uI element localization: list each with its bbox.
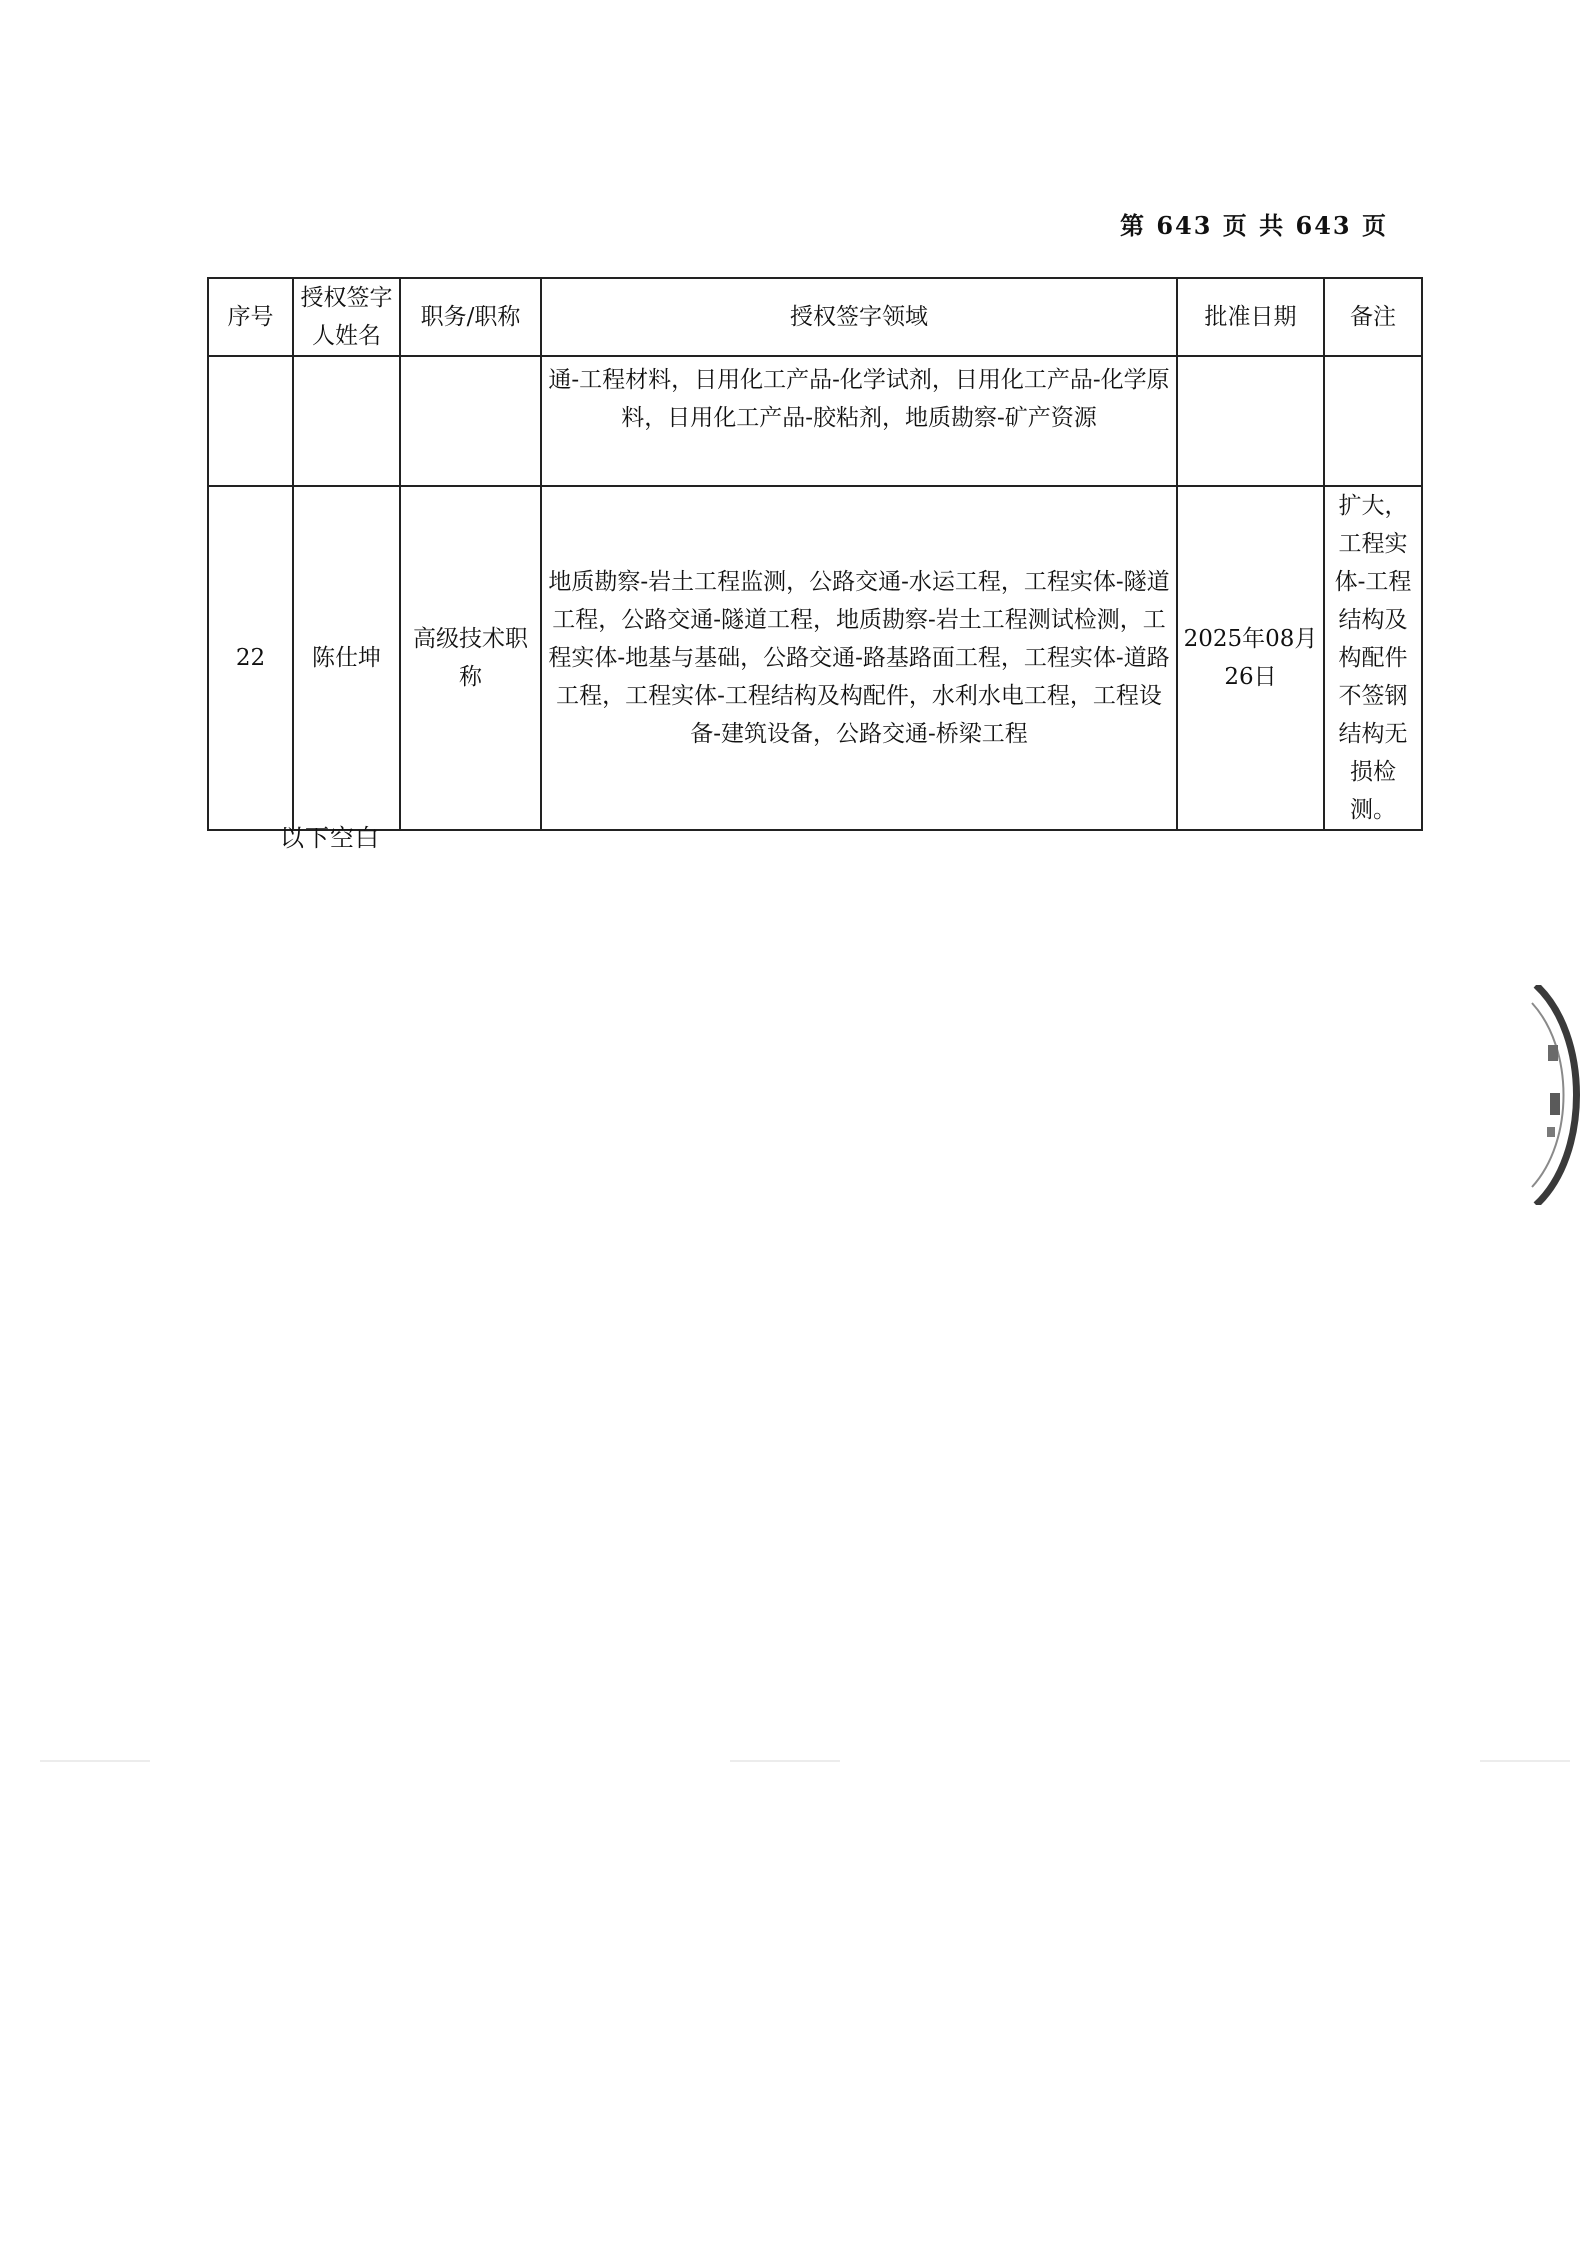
table-row (208, 356, 1422, 486)
cell-remark: 扩大，工程实体-工程结构及构配件不签钢结构无损检测。 (1324, 486, 1422, 830)
scan-artifact-right (1480, 1760, 1570, 1762)
blank-note: 以下空白 (280, 824, 380, 852)
cell-name (293, 356, 400, 486)
cell-remark (1324, 356, 1422, 486)
scan-artifact-center (730, 1760, 840, 1762)
header-scope: 授权签字领域 (541, 278, 1177, 356)
page-number: 第 643 页 共 643 页 (1120, 211, 1388, 240)
cell-date (1177, 356, 1324, 486)
cell-name: 陈仕坤 (293, 486, 400, 830)
header-date: 批准日期 (1177, 278, 1324, 356)
table-header-row (208, 278, 1422, 356)
header-name: 授权签字人姓名 (293, 278, 400, 356)
cell-title: 高级技术职称 (400, 486, 541, 830)
header-title: 职务/职称 (400, 278, 541, 356)
table-row (208, 486, 1422, 830)
cell-scope: 通-工程材料，日用化工产品-化学试剂，日用化工产品-化学原料，日用化工产品-胶粘剂，地质勘察-矿产资源 (541, 356, 1177, 486)
signatory-table (207, 277, 1423, 831)
seal-fragment (1530, 985, 1587, 1205)
cell-no (208, 356, 293, 486)
cell-scope: 地质勘察-岩土工程监测，公路交通-水运工程，工程实体-隧道工程，公路交通-隧道工程，地质勘察-岩土工程测试检测，工程实体-地基与基础，公路交通-路基路面工程，工程实体-道路工程，工程实体-工程结构及构配件，水利水电工程，工程设备-建筑设备，公路交通-桥梁工程 (541, 486, 1177, 830)
scan-artifact-left (40, 1760, 150, 1762)
header-no: 序号 (208, 278, 293, 356)
cell-date: 2025年08月26日 (1177, 486, 1324, 830)
cell-title (400, 356, 541, 486)
header-remark: 备注 (1324, 278, 1422, 356)
cell-no: 22 (208, 486, 293, 830)
